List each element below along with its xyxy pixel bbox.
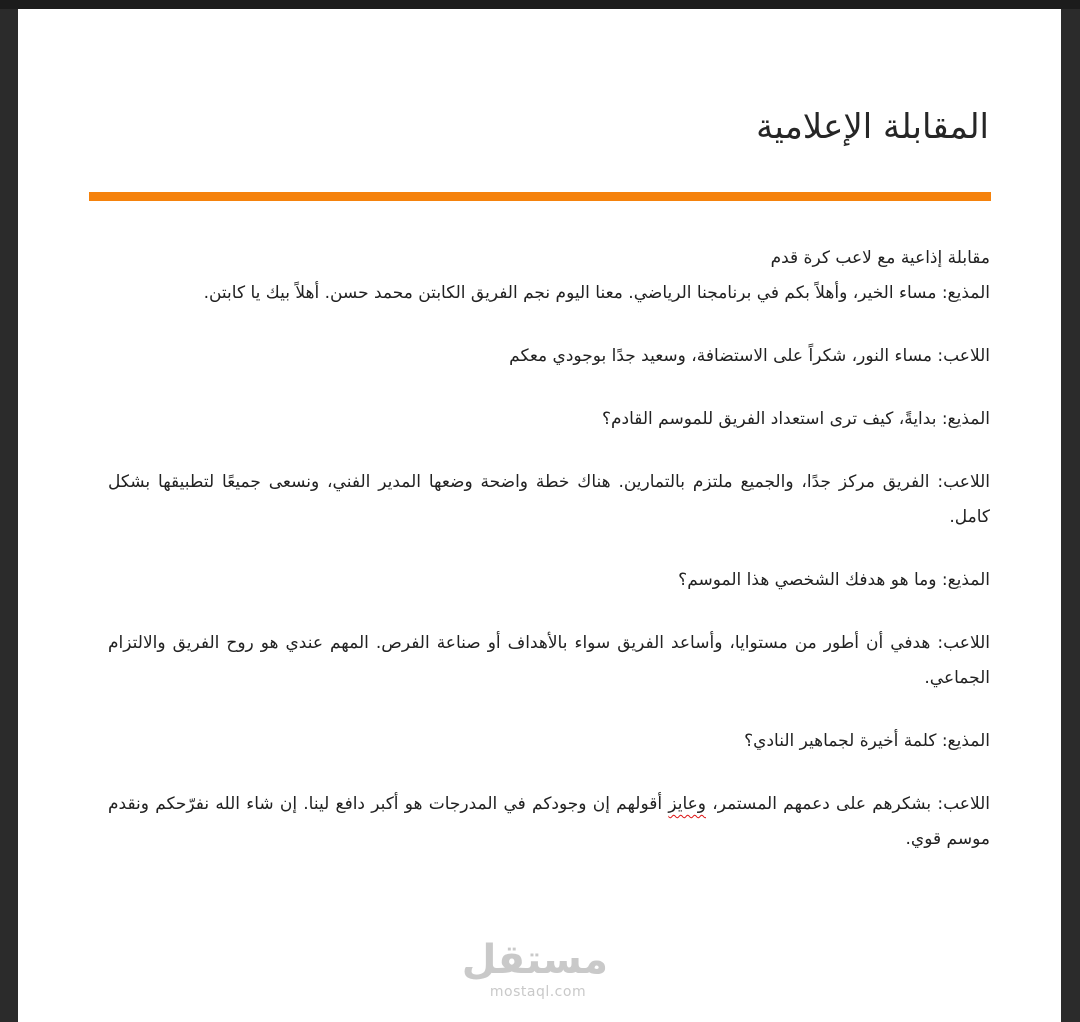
paragraph-player-final-answer [108, 787, 990, 857]
final-answer-end: أقولهم إن وجودكم في المدرجات هو أكبر دافع لينا. إن شاء الله نفرّحكم ونقدم موسم قوي. [108, 794, 990, 849]
title-accent-rule [89, 192, 991, 201]
paragraph-host-question-3: المذيع: كلمة أخيرة لجماهير النادي؟ [744, 731, 990, 751]
paragraph-player-answer-2: اللاعب: هدفي أن أطور من مستوايا، وأساعد الفريق سواء بالأهداف أو صناعة الفرص. المهم عندي هو روح الفريق والالتزام الجماعي. [108, 633, 990, 688]
paragraph-host-question-1: المذيع: بدايةً، كيف ترى استعداد الفريق للموسم القادم؟ [601, 409, 990, 429]
document-body [108, 241, 990, 885]
document-subtitle: مقابلة إذاعية مع لاعب كرة قدم [770, 248, 990, 268]
paragraph-host-question-2: المذيع: وما هو هدفك الشخصي هذا الموسم؟ [678, 570, 990, 590]
paragraph-host-greeting: المذيع: مساء الخير، وأهلاً بكم في برنامجنا الرياضي. معنا اليوم نجم الفريق الكابتن محمد حسن. أهلاً بيك يا كابتن. [203, 283, 990, 303]
watermark-logo: مستقل [461, 937, 608, 983]
paragraph-player-greeting: اللاعب: مساء النور، شكراً على الاستضافة، وسعيد جدًا بوجودي معكم [509, 346, 990, 366]
spellcheck-flagged-word[interactable]: وعايز [668, 794, 706, 814]
top-window-strip [0, 0, 1080, 9]
document-page [18, 9, 1061, 1022]
document-title: المقابلة الإعلامية [756, 107, 989, 147]
final-answer-start: اللاعب: بشكرهم على دعمهم المستمر، [705, 794, 990, 814]
paragraph-player-answer-1: اللاعب: الفريق مركز جدًا، والجميع ملتزم بالتمارين. هناك خطة واضحة وضعها المدير الفني، ونسعى جميعًا لتطبيقها بشكل كامل. [108, 472, 990, 527]
watermark-domain: mostaql.com [489, 984, 587, 1000]
mostaql-watermark [461, 937, 608, 1001]
